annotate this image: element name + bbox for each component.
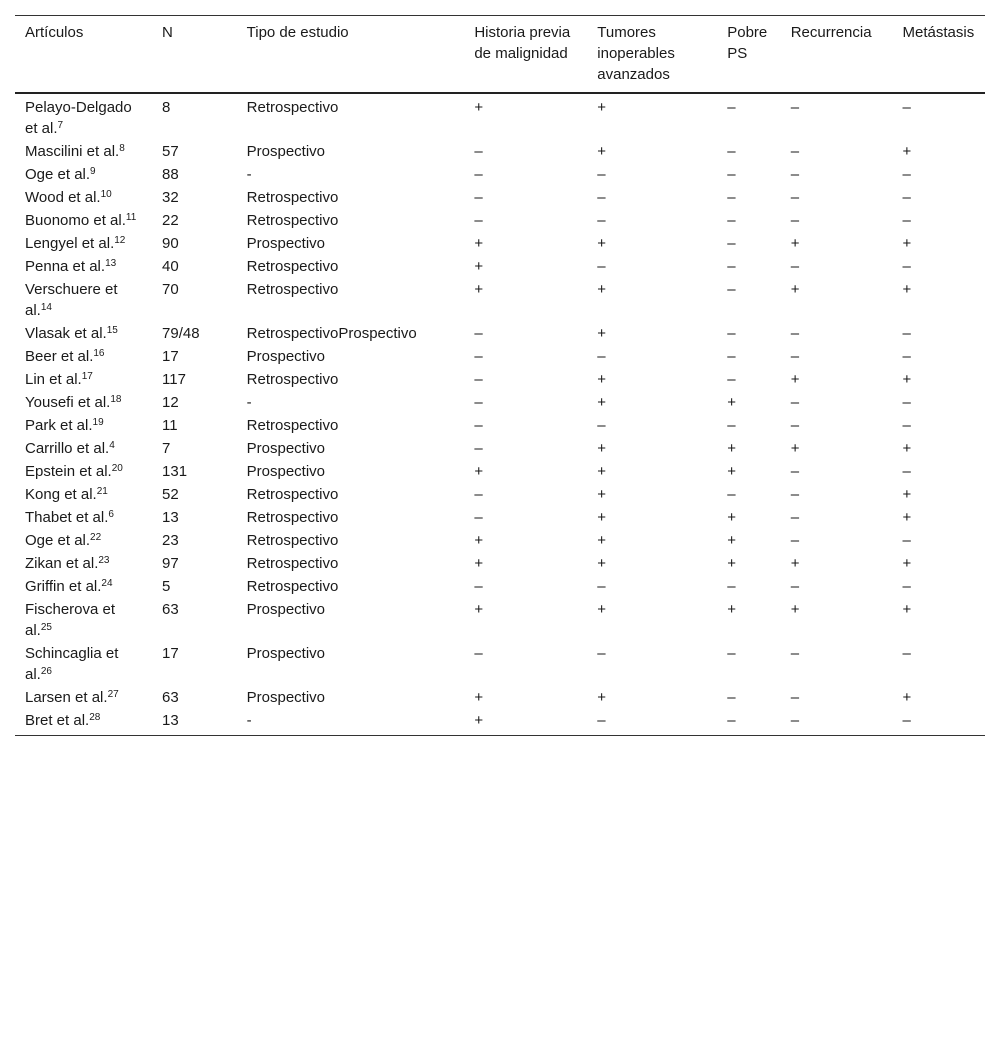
reference-number: 16 [93, 348, 105, 359]
cell-tipo-estudio: - [246, 166, 252, 183]
table-header [15, 16, 985, 94]
cell-metastasis: – [902, 578, 911, 595]
cell-n: 57 [162, 143, 179, 160]
cell-pobre-ps: – [717, 709, 780, 736]
cell-tipo-estudio: Retrospectivo [246, 189, 339, 206]
cell-n: 63 [162, 689, 179, 706]
cell-article [15, 163, 152, 186]
cell-n: 22 [162, 212, 179, 229]
reference-number: 9 [90, 166, 96, 177]
cell-n: 70 [162, 281, 179, 298]
reference-number: 7 [57, 120, 64, 131]
article-name: Pelayo-Delgado et al. [25, 99, 132, 137]
cell-historia-previa: – [474, 417, 483, 434]
cell-metastasis: – [902, 189, 911, 206]
reference-number: 6 [108, 509, 114, 520]
cell-metastasis: – [902, 645, 911, 662]
cell-tumores-inoperables: + [597, 325, 607, 342]
cell-article [15, 368, 152, 391]
table-row [15, 368, 985, 391]
cell-tipo-estudio: Prospectivo [246, 440, 326, 457]
cell-historia-previa: – [474, 440, 483, 457]
cell-tipo-estudio: - [237, 709, 465, 736]
cell-pobre-ps: – [727, 325, 736, 342]
cell-tipo-estudio: Retrospectivo [246, 417, 339, 434]
cell-pobre-ps: + [727, 394, 736, 411]
table-row [15, 163, 985, 186]
reference-number: 11 [125, 212, 137, 223]
cell-tumores-inoperables: + [597, 509, 607, 526]
cell-pobre-ps: – [727, 166, 736, 183]
cell-tumores-inoperables: + [597, 99, 607, 116]
cell-article [15, 140, 152, 163]
cell-article [15, 437, 152, 460]
cell-tipo-estudio: Retrospectivo [246, 99, 339, 116]
col-header-historia-previa: Historia previa de malignidad [464, 16, 587, 94]
cell-pobre-ps: + [727, 601, 736, 618]
cell-tipo-estudio: Retrospectivo [246, 281, 339, 298]
cell-article [15, 255, 152, 278]
cell-article [15, 598, 152, 642]
cell-tumores-inoperables: – [597, 417, 606, 434]
reference-number: 28 [89, 712, 101, 723]
article-name: Zikan et al. [25, 555, 99, 572]
cell-tipo-estudio: Prospectivo [246, 463, 326, 480]
article-name: Epstein et al. [25, 463, 112, 480]
cell-tipo-estudio: Prospectivo [246, 689, 326, 706]
cell-historia-previa: + [474, 601, 484, 618]
cell-historia-previa: – [474, 212, 483, 229]
cell-metastasis: + [902, 555, 912, 572]
cell-n: 12 [162, 394, 179, 411]
cell-n: 17 [162, 348, 179, 365]
cell-tumores-inoperables: + [597, 440, 607, 457]
cell-historia-previa: + [474, 532, 484, 549]
article-name: Kong et al. [25, 486, 97, 503]
cell-metastasis: + [902, 440, 912, 457]
reference-number: 27 [107, 689, 119, 700]
cell-tipo-estudio: Prospectivo [246, 235, 326, 252]
article-name: Verschuere et al. [25, 281, 118, 319]
reference-number: 15 [106, 325, 118, 336]
col-header-articulos: Artículos [15, 16, 152, 94]
cell-recurrencia: – [790, 99, 800, 116]
cell-tipo-estudio: Retrospectivo [246, 371, 339, 388]
cell-recurrencia: + [790, 555, 800, 572]
cell-metastasis: + [902, 371, 912, 388]
cell-article [15, 642, 152, 686]
table-row [15, 140, 985, 163]
cell-tipo-estudio: Retrospectivo [246, 486, 339, 503]
cell-tumores-inoperables: + [597, 143, 607, 160]
cell-pobre-ps: – [727, 645, 736, 662]
cell-historia-previa: + [474, 258, 484, 275]
reference-number: 8 [119, 143, 125, 154]
cell-historia-previa: – [474, 166, 483, 183]
table-row [15, 345, 985, 368]
article-name: Park et al. [25, 417, 93, 434]
cell-metastasis: + [902, 281, 912, 298]
cell-article [15, 232, 152, 255]
cell-metastasis: + [902, 486, 912, 503]
cell-n: 11 [162, 417, 178, 434]
table-row [15, 642, 985, 686]
cell-n: 131 [162, 463, 188, 480]
article-name: Lin et al. [25, 371, 82, 388]
col-header-tipo-estudio: Tipo de estudio [237, 16, 465, 94]
cell-pobre-ps: + [727, 463, 736, 480]
table-row [15, 186, 985, 209]
table-row [15, 232, 985, 255]
cell-recurrencia: – [790, 258, 800, 275]
cell-pobre-ps: – [727, 212, 736, 229]
table-row [15, 709, 985, 736]
cell-article [15, 460, 152, 483]
cell-recurrencia: – [790, 348, 800, 365]
cell-pobre-ps: + [727, 509, 736, 526]
cell-historia-previa: + [464, 709, 587, 736]
cell-article [15, 506, 152, 529]
table-row [15, 255, 985, 278]
cell-pobre-ps: – [727, 189, 736, 206]
cell-metastasis: + [902, 689, 912, 706]
cell-metastasis: – [902, 463, 911, 480]
table-row [15, 391, 985, 414]
cell-tumores-inoperables: + [597, 463, 607, 480]
article-name: Penna et al. [25, 258, 106, 275]
reference-number: 13 [105, 258, 117, 269]
cell-tipo-estudio: Prospectivo [246, 348, 326, 365]
article-name: Vlasak et al. [25, 325, 107, 342]
cell-metastasis: + [902, 143, 912, 160]
cell-historia-previa: – [474, 509, 483, 526]
cell-pobre-ps: – [727, 578, 736, 595]
article-name: Larsen et al. [25, 689, 108, 706]
table-row [15, 278, 985, 322]
cell-tumores-inoperables: + [597, 371, 607, 388]
article-name: Mascilini et al. [25, 143, 120, 160]
cell-tumores-inoperables: + [597, 486, 607, 503]
cell-tumores-inoperables: – [597, 258, 606, 275]
cell-pobre-ps: + [727, 440, 736, 457]
cell-historia-previa: – [474, 348, 483, 365]
reference-number: 4 [109, 440, 115, 451]
cell-metastasis: + [902, 235, 912, 252]
article-name: Oge et al. [25, 532, 91, 549]
cell-historia-previa: – [474, 189, 483, 206]
cell-metastasis: – [902, 348, 911, 365]
cell-metastasis: – [902, 99, 911, 116]
cell-article [15, 345, 152, 368]
cell-tipo-estudio: Retrospectivo [246, 578, 339, 595]
cell-n: 97 [162, 555, 179, 572]
col-header-recurrencia: Recurrencia [781, 16, 893, 94]
table-row [15, 506, 985, 529]
table-row [15, 598, 985, 642]
cell-historia-previa: + [474, 281, 484, 298]
article-name: Lengyel et al. [25, 235, 115, 252]
cell-tumores-inoperables: – [597, 212, 606, 229]
cell-historia-previa: – [474, 325, 483, 342]
article-name: Yousefi et al. [25, 394, 111, 411]
cell-recurrencia: – [790, 189, 800, 206]
cell-recurrencia: – [790, 578, 800, 595]
cell-historia-previa: + [474, 689, 484, 706]
cell-article [15, 686, 152, 709]
article-name: Beer et al. [25, 348, 94, 365]
table-row [15, 483, 985, 506]
reference-number: 10 [100, 189, 112, 200]
table-row [15, 209, 985, 232]
cell-recurrencia: – [790, 645, 800, 662]
article-name: Schincaglia et al. [25, 645, 119, 683]
cell-historia-previa: – [474, 578, 483, 595]
cell-tumores-inoperables: + [597, 281, 607, 298]
cell-n: 32 [162, 189, 179, 206]
cell-n: 13 [152, 709, 237, 736]
cell-recurrencia: – [790, 325, 800, 342]
cell-pobre-ps: – [727, 348, 736, 365]
cell-article [15, 278, 152, 322]
cell-tumores-inoperables: – [597, 189, 606, 206]
cell-tumores-inoperables: + [597, 394, 607, 411]
cell-tipo-estudio: Prospectivo [246, 143, 326, 160]
cell-article [15, 93, 152, 140]
table-body [15, 93, 985, 736]
cell-pobre-ps: – [727, 258, 736, 275]
article-name: Oge et al. [25, 166, 91, 183]
reference-number: 21 [96, 486, 108, 497]
reference-number: 14 [40, 302, 52, 313]
reference-number: 24 [101, 578, 113, 589]
col-header-tumores-inoperables: Tumores inoperables avanzados [587, 16, 717, 94]
cell-recurrencia: – [790, 143, 800, 160]
cell-tumores-inoperables: + [597, 235, 607, 252]
table-row [15, 552, 985, 575]
cell-recurrencia: – [781, 709, 893, 736]
cell-article [15, 552, 152, 575]
col-header-n: N [152, 16, 237, 94]
cell-pobre-ps: – [727, 689, 736, 706]
cell-recurrencia: – [790, 486, 800, 503]
cell-historia-previa: – [474, 371, 483, 388]
cell-n: 8 [162, 99, 171, 116]
cell-recurrencia: – [790, 417, 800, 434]
article-name: Buonomo et al. [25, 212, 126, 229]
table-row [15, 460, 985, 483]
cell-metastasis: – [902, 258, 911, 275]
cell-n: 40 [162, 258, 179, 275]
header-row [15, 16, 985, 94]
cell-metastasis: + [902, 509, 912, 526]
reference-number: 20 [111, 463, 123, 474]
cell-pobre-ps: + [727, 532, 736, 549]
cell-pobre-ps: – [727, 371, 736, 388]
cell-pobre-ps: – [727, 235, 736, 252]
cell-tipo-estudio: Prospectivo [246, 601, 326, 618]
cell-pobre-ps: – [727, 143, 736, 160]
article-name: Fischerova et al. [25, 601, 116, 639]
cell-tipo-estudio: Retrospectivo [246, 509, 339, 526]
cell-tumores-inoperables: – [597, 166, 606, 183]
cell-n: 5 [162, 578, 171, 595]
cell-tipo-estudio: Retrospectivo [246, 532, 339, 549]
reference-number: 25 [40, 622, 52, 633]
cell-historia-previa: + [474, 99, 484, 116]
article-name: Griffin et al. [25, 578, 102, 595]
cell-tumores-inoperables: – [597, 348, 606, 365]
reference-number: 18 [110, 394, 122, 405]
cell-n: 79/48 [162, 325, 200, 342]
cell-tumores-inoperables: + [597, 601, 607, 618]
cell-metastasis: – [902, 417, 911, 434]
cell-n: 23 [162, 532, 179, 549]
cell-recurrencia: + [790, 601, 800, 618]
table-row [15, 322, 985, 345]
cell-n: 117 [162, 371, 186, 388]
table-row [15, 575, 985, 598]
cell-metastasis: – [902, 532, 911, 549]
cell-tipo-estudio: Retrospectivo [246, 258, 339, 275]
cell-recurrencia: + [790, 281, 800, 298]
cell-tipo-estudio: - [246, 394, 252, 411]
cell-article [15, 529, 152, 552]
cell-historia-previa: + [474, 555, 484, 572]
cell-tumores-inoperables: – [587, 709, 717, 736]
cell-recurrencia: – [790, 509, 800, 526]
cell-pobre-ps: + [727, 555, 736, 572]
cell-article [15, 483, 152, 506]
cell-article [15, 575, 152, 598]
cell-tipo-estudio: Retrospectivo [246, 555, 339, 572]
article-name: Bret et al. [25, 712, 90, 729]
studies-table [15, 15, 985, 736]
cell-n: 88 [162, 166, 179, 183]
cell-pobre-ps: – [727, 281, 736, 298]
cell-article [15, 186, 152, 209]
cell-metastasis: – [902, 325, 911, 342]
col-header-metastasis: Metástasis [893, 16, 985, 94]
reference-number: 19 [92, 417, 104, 428]
cell-historia-previa: – [474, 394, 483, 411]
cell-recurrencia: + [790, 440, 800, 457]
table-row [15, 93, 985, 140]
cell-recurrencia: – [790, 394, 800, 411]
cell-tipo-estudio: RetrospectivoProspectivo [246, 325, 417, 342]
cell-metastasis: + [902, 601, 912, 618]
cell-article [15, 709, 152, 736]
table-row [15, 437, 985, 460]
cell-tumores-inoperables: + [597, 532, 607, 549]
col-header-pobre-ps: Pobre PS [717, 16, 780, 94]
cell-recurrencia: + [790, 371, 800, 388]
cell-recurrencia: – [790, 532, 800, 549]
cell-recurrencia: – [790, 166, 800, 183]
cell-metastasis: – [902, 394, 911, 411]
cell-n: 52 [162, 486, 179, 503]
article-name: Wood et al. [25, 189, 101, 206]
cell-historia-previa: + [474, 463, 484, 480]
reference-number: 23 [98, 555, 110, 566]
cell-article [15, 322, 152, 345]
reference-number: 26 [40, 666, 52, 677]
cell-metastasis: – [893, 709, 985, 736]
cell-pobre-ps: – [727, 486, 736, 503]
cell-n: 63 [162, 601, 179, 618]
cell-metastasis: – [902, 212, 911, 229]
cell-tumores-inoperables: + [597, 555, 607, 572]
article-name: Carrillo et al. [25, 440, 110, 457]
table-row [15, 529, 985, 552]
cell-metastasis: – [902, 166, 911, 183]
cell-historia-previa: + [474, 235, 484, 252]
cell-n: 13 [162, 509, 179, 526]
cell-article [15, 414, 152, 437]
table-row [15, 686, 985, 709]
cell-historia-previa: – [474, 486, 483, 503]
cell-pobre-ps: – [727, 99, 736, 116]
cell-recurrencia: – [790, 689, 800, 706]
cell-historia-previa: – [474, 645, 483, 662]
cell-n: 17 [162, 645, 179, 662]
cell-pobre-ps: – [727, 417, 736, 434]
cell-tipo-estudio: Retrospectivo [246, 212, 339, 229]
cell-tumores-inoperables: + [597, 689, 607, 706]
cell-recurrencia: + [790, 235, 800, 252]
cell-tumores-inoperables: – [597, 645, 606, 662]
cell-recurrencia: – [790, 463, 800, 480]
cell-article [15, 209, 152, 232]
reference-number: 12 [114, 235, 126, 246]
cell-historia-previa: – [474, 143, 483, 160]
cell-n: 90 [162, 235, 179, 252]
reference-number: 17 [81, 371, 93, 382]
table-row [15, 414, 985, 437]
article-name: Thabet et al. [25, 509, 109, 526]
cell-n: 7 [162, 440, 171, 457]
reference-number: 22 [90, 532, 102, 543]
cell-tumores-inoperables: – [597, 578, 606, 595]
cell-article [15, 391, 152, 414]
cell-tipo-estudio: Prospectivo [246, 645, 326, 662]
cell-recurrencia: – [790, 212, 800, 229]
